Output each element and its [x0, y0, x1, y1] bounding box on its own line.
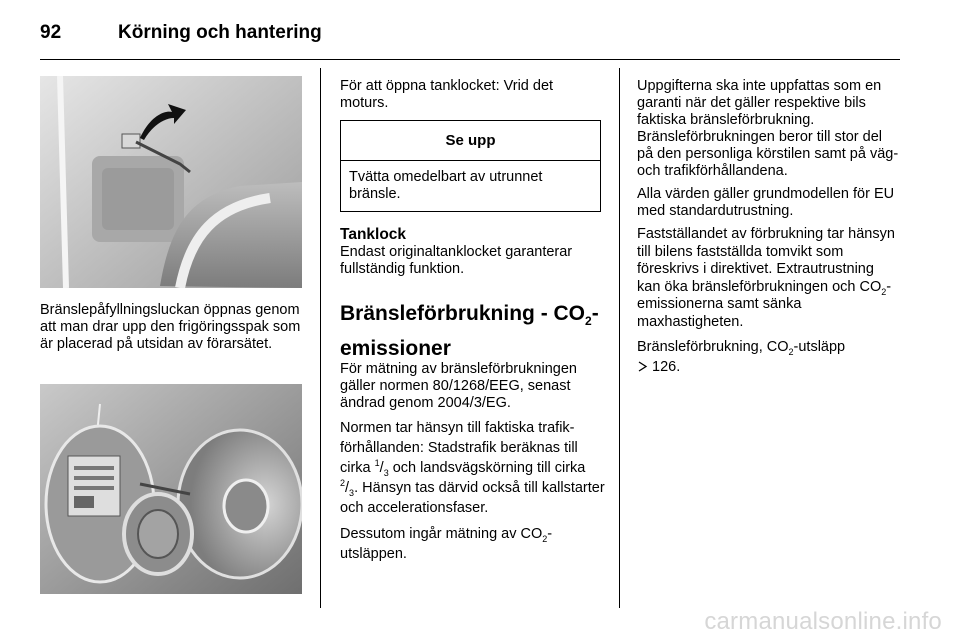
fraction-1-numerator: 1	[374, 458, 380, 469]
co2-paragraph-2: Normen tar hänsyn till faktiska trafikförhållanden: Stadstrafik beräknas till cirka $^1/_3$ och landsvägskörning till cirka $^2/_3$. Hänsyn tas därvid också till kallstarter och accelerationsfaser.	[340, 420, 605, 516]
caution-title: Se upp	[341, 121, 600, 161]
watermark: carmanualsonline.info	[704, 608, 942, 635]
right-paragraph-3	[637, 226, 899, 331]
co2-heading	[340, 300, 605, 363]
p3-part-b: -utsläppen.	[340, 526, 553, 562]
co2-heading-part-a: Bränsleförbrukning - CO	[340, 302, 586, 325]
right-p4-part-a: Bränsleförbrukning, CO	[637, 339, 789, 355]
right-p3-part-a: Fastställandet av förbrukning tar hänsyn till bilens fastställda tomvikt som föreskrivs i direktivet. Extrautrustning kan öka bränsleförbrukningen och CO	[637, 226, 895, 295]
right-column	[637, 78, 899, 383]
fuel-door-lever-photo	[40, 76, 302, 288]
middle-intro-block	[340, 78, 605, 118]
co2-heading-part-b: -emissioner	[340, 302, 599, 361]
tanklock-heading: Tanklock	[340, 226, 407, 243]
co2-paragraph-3	[340, 524, 605, 564]
p2-part-a: Normen tar hänsyn till faktiska trafikförhållanden: Stadstrafik beräknas till cirka	[340, 420, 578, 476]
p2-part-b: och landsvägskörning till cirka	[388, 460, 586, 476]
co2-paragraph-1: För mätning av bränsleförbrukningen gäller normen 80/1268/EEG, senast ändrad genom 2004/3/EG.	[340, 361, 577, 411]
caution-text: Tvätta omedelbart av utrunnet bränsle.	[349, 169, 543, 202]
tanklock-block	[340, 244, 605, 284]
fuel-cap-photo	[40, 384, 302, 594]
right-p3-part-b: -emissionerna samt sänka maxhastigheten.	[637, 278, 892, 330]
right-p4-sub: 2	[788, 346, 794, 357]
column-divider-1	[320, 68, 321, 608]
column-divider-2	[619, 68, 620, 608]
co2-heading-sub: 2	[585, 314, 592, 329]
header-rule	[40, 59, 900, 60]
right-p3-sub: 2	[881, 286, 887, 297]
right-paragraph-4	[637, 337, 899, 377]
fuel-door-caption: Bränslepåfyllningsluckan öppnas genom att man drar upp den frigöringsspak som är placerad på utsidan av förarsätet.	[40, 302, 301, 352]
fraction-2-numerator: 2	[340, 478, 346, 489]
caution-box	[340, 120, 601, 212]
right-paragraph-1: Uppgifterna ska inte uppfattas som en garanti när det gäller respektive bils faktiska bränsleförbrukning. Bränsleförbrukningen beror till stor del på den personliga körstilen samt på väg- och trafikförhållandena.	[637, 78, 899, 179]
page-reference-link[interactable]: 126.	[652, 359, 681, 375]
co2-body	[340, 361, 605, 570]
p3-part-a: Dessutom ingår mätning av CO	[340, 526, 543, 542]
right-paragraph-2: Alla värden gäller grundmodellen för EU med standardutrustning.	[637, 186, 895, 219]
page-header	[40, 14, 920, 44]
p2-part-c: . Hänsyn tas därvid också till kallstarter och accelerationsfaser.	[340, 480, 605, 516]
fraction-1-denominator: 3	[383, 467, 389, 478]
p3-sub: 2	[542, 533, 548, 544]
fraction-2-denominator: 3	[349, 487, 355, 498]
chapter-title: Körning och hantering	[118, 22, 322, 43]
arrow-reference-icon	[637, 359, 652, 375]
right-p4-part-b: -utsläpp	[793, 339, 846, 355]
open-cap-instruction: För att öppna tanklocket: Vrid det moturs.	[340, 78, 554, 111]
page-number: 92	[40, 22, 62, 43]
tanklock-text: Endast originaltanklocket garanterar fullständig funktion.	[340, 244, 573, 277]
left-caption-block	[40, 302, 308, 359]
